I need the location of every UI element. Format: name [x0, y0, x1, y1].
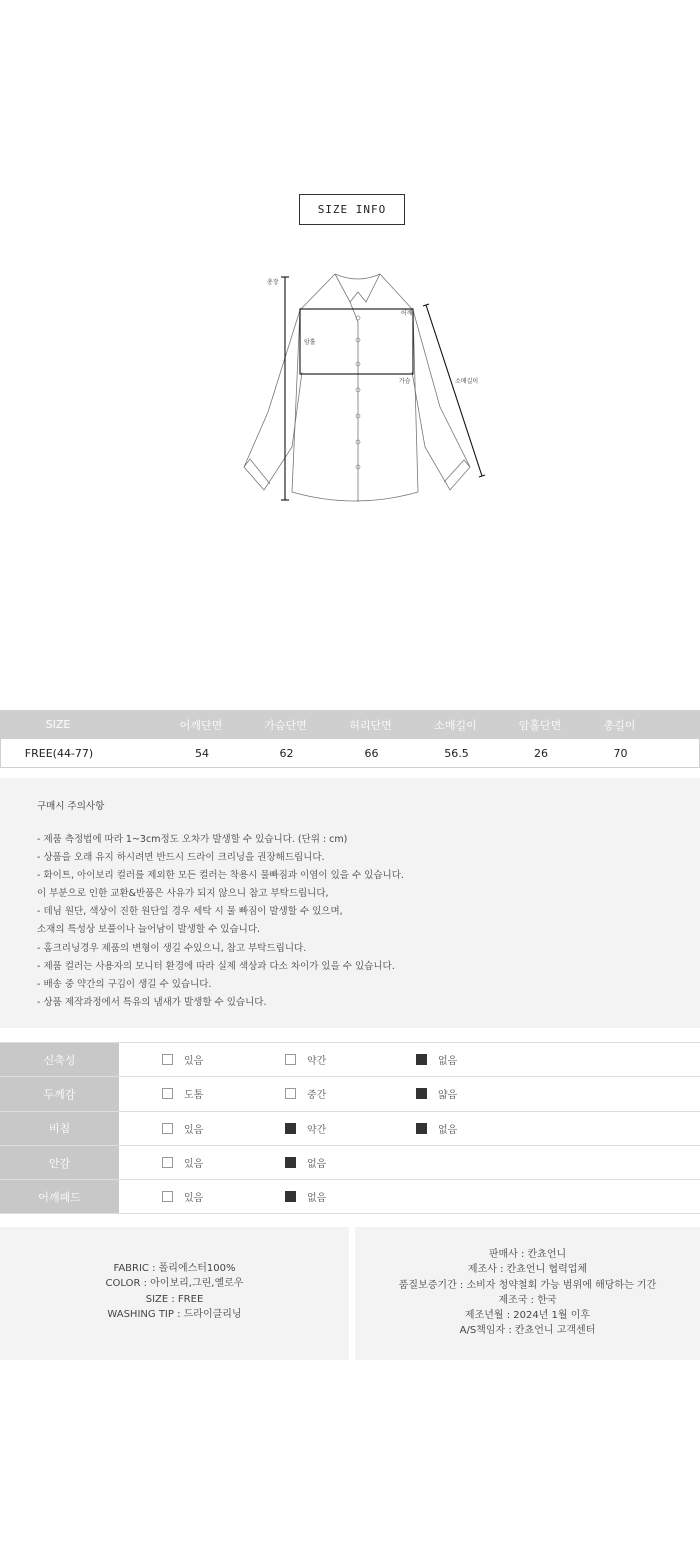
notice-line: 소재의 특성상 보풀이나 늘어남이 발생할 수 있습니다. [37, 924, 261, 936]
product-info-line: FABRIC : 폴리에스터100% [113, 1263, 236, 1274]
attribute-label: 신축성 [0, 1043, 119, 1076]
attribute-option: 있음 [162, 1180, 203, 1213]
attribute-label: 비침 [0, 1112, 119, 1145]
seller-info-line: 판매사 : 칸쵸언니 [488, 1249, 567, 1260]
checkbox-checked-icon [285, 1191, 296, 1202]
attribute-label: 두께감 [0, 1077, 119, 1110]
diagram-label-shoulder: 어깨 [401, 310, 413, 317]
size-header-cell: 소매길이 [434, 718, 477, 732]
measurement-lines [281, 277, 485, 500]
size-cell: 26 [534, 746, 548, 760]
checkbox-icon [162, 1123, 173, 1134]
notice-line: - 화이트, 아이보리 컬러를 제외한 모든 컬러는 착용시 물빠짐과 이염이 있을 수 있습니다. [37, 870, 404, 882]
notice-line: 이 부분으로 인한 교환&반품은 사유가 되지 않으니 참고 부탁드립니다, [37, 888, 329, 900]
notice-title: 구매시 주의사항 [37, 801, 105, 812]
product-info-line: WASHING TIP : 드라이클리닝 [107, 1308, 242, 1320]
attribute-option: 있음 [162, 1112, 203, 1145]
size-header-cell: 암홀단면 [518, 718, 562, 732]
diagram-label-length: 총장 [267, 279, 279, 286]
attribute-row-lining [0, 1146, 700, 1180]
fabric-attribute-table [0, 1042, 700, 1214]
attribute-label: 안감 [0, 1146, 119, 1179]
notice-list [37, 831, 404, 1012]
seller-info-line: 품질보증기간 : 소비자 청약철회 가능 범위에 해당하는 기간 [398, 1279, 657, 1291]
size-header-cell: SIZE [45, 718, 71, 731]
attribute-option: 약간 [285, 1112, 326, 1145]
checkbox-checked-icon [416, 1123, 427, 1134]
table-row [0, 739, 700, 768]
notice-line: - 홈크리닝경우 제품의 변형이 생길 수있으니, 참고 부탁드립니다. [37, 942, 307, 954]
seller-info-panel [355, 1227, 700, 1360]
attribute-option: 약간 [285, 1043, 326, 1076]
attribute-option: 없음 [285, 1180, 326, 1213]
size-header-cell: 총길이 [603, 718, 636, 732]
size-cell: FREE(44-77) [24, 746, 94, 760]
attribute-option: 있음 [162, 1043, 203, 1076]
attribute-row-stretch [0, 1043, 700, 1077]
attribute-option: 있음 [162, 1146, 203, 1179]
diagram-label-chest: 가슴 [399, 378, 411, 385]
checkbox-icon [285, 1088, 296, 1099]
checkbox-icon [285, 1054, 296, 1065]
size-cell: 70 [613, 746, 628, 760]
notice-line: - 제품 측정법에 따라 1~3cm정도 오차가 발생할 수 있습니다. (단위 : cm) [37, 834, 348, 845]
diagram-label-armhole: 암홀 [304, 339, 316, 346]
seller-info-line: 제조사 : 칸쵸언니 협력업체 [467, 1264, 588, 1276]
attribute-row-shoulder-pad [0, 1180, 700, 1214]
checkbox-icon [162, 1191, 173, 1202]
size-header-cell: 허리단면 [349, 718, 392, 732]
seller-info-line: A/S책임자 : 칸쵸언니 고객센터 [459, 1325, 596, 1337]
notice-line: - 상품을 오래 유지 하시려면 반드시 드라이 크리닝을 권장해드립니다. [37, 852, 325, 864]
seller-info-line: 제조년월 : 2024년 1월 이후 [464, 1310, 591, 1322]
notice-line: - 데님 원단, 색상이 진한 원단일 경우 세탁 시 물 빠짐이 발생할 수 있으며, [37, 906, 343, 918]
attribute-option: 도톰 [162, 1077, 203, 1110]
size-table [0, 710, 700, 768]
checkbox-icon [162, 1088, 173, 1099]
size-cell: 62 [279, 746, 294, 760]
attribute-option: 없음 [285, 1146, 326, 1179]
checkbox-checked-icon [416, 1054, 427, 1065]
notice-line: - 배송 중 약간의 구김이 생길 수 있습니다. [37, 978, 212, 990]
checkbox-icon [162, 1157, 173, 1168]
product-info-line: SIZE : FREE [145, 1293, 204, 1305]
checkbox-checked-icon [285, 1123, 296, 1134]
notice-line: - 제품 컬러는 사용자의 모니터 환경에 따라 실제 색상과 다소 차이가 있을 수 있습니다. [37, 960, 395, 972]
checkbox-icon [162, 1054, 173, 1065]
size-cell: 56.5 [444, 746, 469, 760]
size-info-title: SIZE INFO [299, 194, 405, 225]
checkbox-checked-icon [285, 1157, 296, 1168]
size-header-cell: 어깨단면 [179, 718, 223, 732]
attribute-row-sheerness [0, 1112, 700, 1146]
size-cell: 54 [195, 746, 209, 760]
size-cell: 66 [364, 746, 379, 760]
shirt-measurement-diagram [230, 262, 490, 512]
attribute-label: 어깨패드 [0, 1180, 119, 1213]
attribute-option: 얇음 [416, 1077, 457, 1110]
product-info-line: COLOR : 아이보리,그린,옐로우 [105, 1278, 244, 1290]
diagram-label-sleeve: 소매길이 [455, 378, 479, 385]
product-info-panel [0, 1227, 349, 1360]
size-header-cell: 가슴단면 [264, 718, 307, 732]
notice-line: - 상품 제작과정에서 특유의 냄새가 발생할 수 있습니다. [37, 996, 267, 1008]
size-table-header [0, 710, 700, 739]
seller-info-line: 제조국 : 한국 [498, 1294, 557, 1306]
attribute-row-thickness [0, 1077, 700, 1111]
attribute-option: 없음 [416, 1112, 457, 1145]
checkbox-checked-icon [416, 1088, 427, 1099]
attribute-option: 없음 [416, 1043, 457, 1076]
purchase-notice [0, 778, 700, 1028]
attribute-option: 중간 [285, 1077, 326, 1110]
